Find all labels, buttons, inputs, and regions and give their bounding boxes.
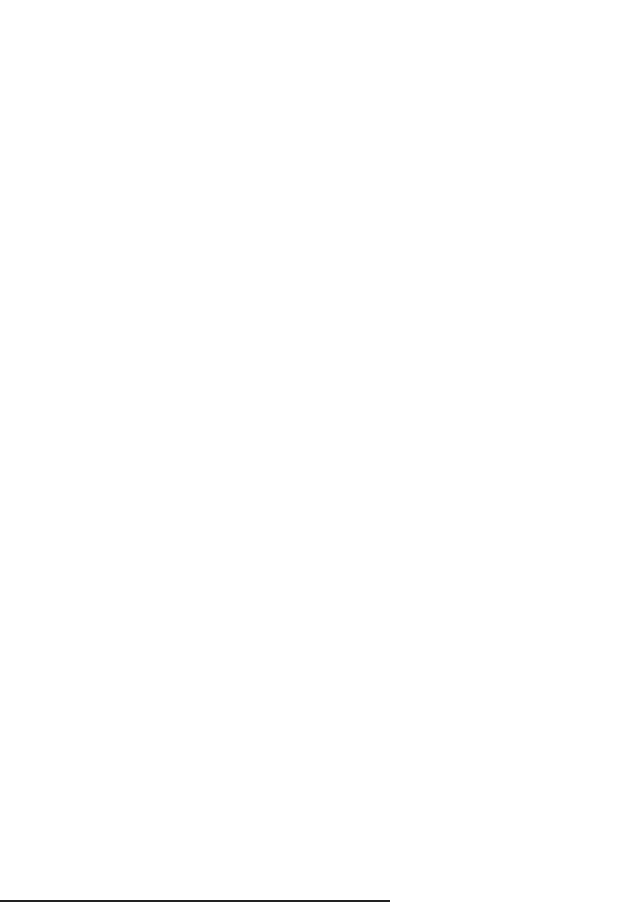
bottom-rule [0, 900, 390, 902]
